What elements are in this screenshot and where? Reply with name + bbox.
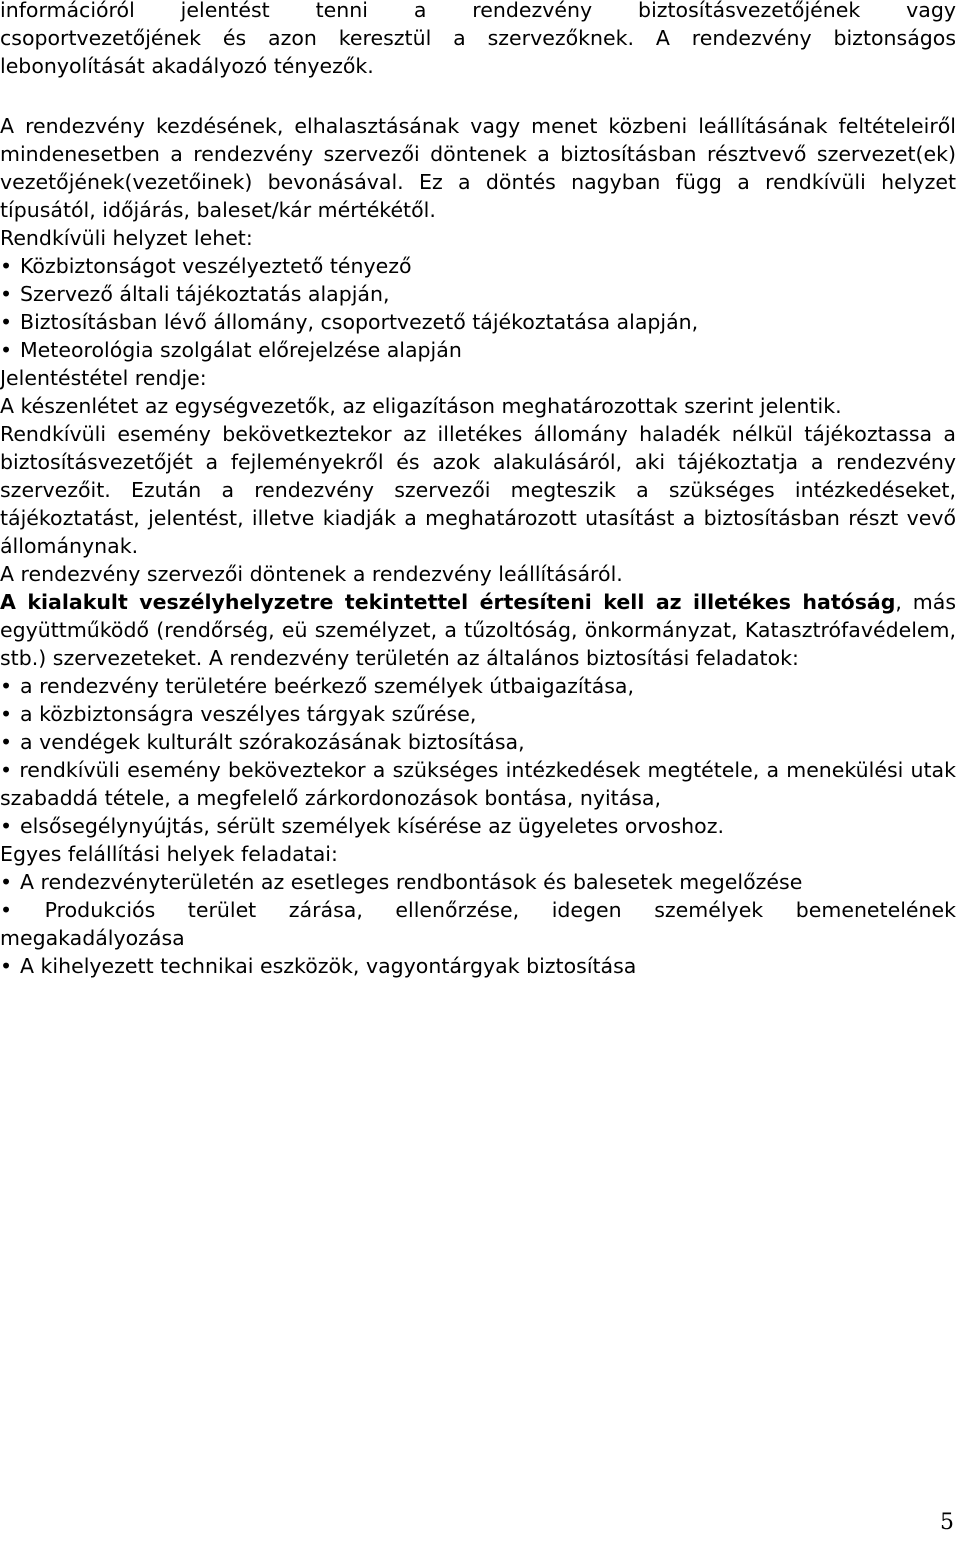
list-item: • Meteorológia szolgálat előrejelzése alapján [0,338,462,362]
list-item: • a közbiztonságra veszélyes tárgyak szűrése, [0,702,477,726]
bullet-icon: • [0,674,13,698]
authority-bold: A kialakult veszélyhelyzetre tekintettel értesíteni kell az illetékes hatóság [0,590,896,614]
paragraph-gap [0,80,956,112]
list-item: • A rendezvényterületén az esetleges rendbontások és balesetek megelőzése [0,870,803,894]
para1-line2: csoportvezetőjének és azon keresztül a szervezőknek. A rendezvény biztonságos [0,26,956,50]
list-item: • a rendezvény területére beérkező személyek útbaigazítása, [0,674,634,698]
list-item: • Szervező általi tájékoztatás alapján, [0,282,390,306]
page-number: 5 [940,1510,954,1535]
bullet-icon: • [0,282,13,306]
list-item: • Produkciós terület zárása, ellenőrzése, idegen személyek bemenetelének megakadályozása [0,898,956,950]
bullet-icon: • [0,898,13,922]
bullet-icon: • [0,310,13,334]
bullet-icon: • [0,814,13,838]
reporting-text1: A készenlétet az egységvezetők, az eligazításon meghatározottak szerint jelentik. [0,394,842,418]
list-item: • Biztosításban lévő állomány, csoportvezető tájékoztatása alapján, [0,310,699,334]
authority-paragraph [0,588,956,672]
bullet-icon: • [0,702,13,726]
stations-heading: Egyes felállítási helyek feladatai: [0,842,338,866]
reporting-text2: Rendkívüli esemény bekövetkeztekor az illetékes állomány haladék nélkül tájékoztassa a biztosításvezetőjét a fejleményekről és azok alakulásáról, aki tájékoztatja a rendezvény szervezőit. Ezután a rendezvény szervezői megteszik a szükséges intézkedéseket, tájékoztatást, jelentést, illetve kiadják a meghatározott utasítást a biztosításban részt vevő állománynak. [0,422,956,558]
bullet-icon: • [0,954,13,978]
list-item: • rendkívüli esemény beköveztekor a szükséges intézkedések megtétele, a menekülési utak szabaddá tétele, a megfelelő zárkordonozások bontása, nyitása, [0,758,956,810]
para1-line1: információról jelentést tenni a rendezvény biztosításvezetőjének vagy [0,0,956,22]
emergency-heading: Rendkívüli helyzet lehet: [0,226,253,250]
para2-text: A rendezvény kezdésének, elhalasztásának vagy menet közbeni leállításának feltételeiről mindenesetben a rendezvény szervezői döntenek a biztosításban résztvevő szervezet(ek) vezetőjének(vezetőinek) bevonásával. Ez a döntés nagyban függ a rendkívüli helyzet típusától, időjárás, baleset/kár mértékétől. [0,114,956,222]
list-item: • a vendégek kulturált szórakozásának biztosítása, [0,730,525,754]
bullet-icon: • [0,758,13,782]
bullet-icon: • [0,730,13,754]
bullet-icon: • [0,254,13,278]
reporting-heading: Jelentéstétel rendje: [0,366,207,390]
list-item: • A kihelyezett technikai eszközök, vagyontárgyak biztosítása [0,954,637,978]
para1-line3: lebonyolítását akadályozó tényezők. [0,54,374,78]
reporting-text3: A rendezvény szervezői döntenek a rendezvény leállításáról. [0,562,623,586]
list-item: • Közbiztonságot veszélyeztető tényező [0,254,412,278]
authority-rest: , más együttműködő (rendőrség, eü személyzet, a tűzoltóság, önkormányzat, Katasztrófavédelem, stb.) szervezeteket. A rendezvény területén az általános biztosítási feladatok: [0,590,956,670]
bullet-icon: • [0,338,13,362]
list-item: • elsősegélynyújtás, sérült személyek kísérése az ügyeletes orvoshoz. [0,814,724,838]
bullet-icon: • [0,870,13,894]
